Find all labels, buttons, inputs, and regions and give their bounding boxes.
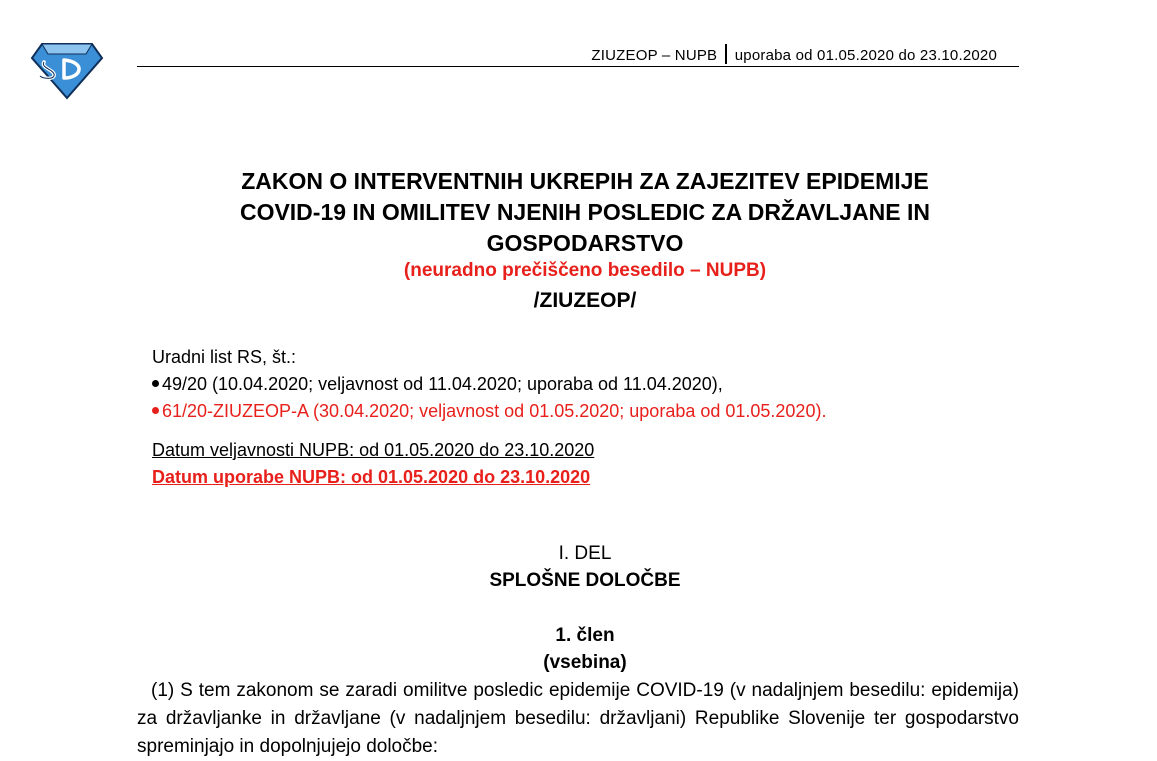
gazette-item: [152, 398, 826, 425]
title-line-2: COVID-19 IN OMILITEV NJENIH POSLEDIC ZA DRŽAVLJANE IN: [239, 199, 931, 225]
official-gazette-block: [152, 344, 826, 425]
header-separator: [725, 44, 727, 64]
page-header: [137, 44, 1019, 67]
header-left-text: ZIUZEOP – NUPB: [591, 47, 718, 64]
paragraph-text: (1) S tem zakonom se zaradi omilitve posledic epidemije COVID-19 (v nadaljnjem besedilu: epidemija) za državljanke in državljane (v nadaljnjem besedilu: državljani) Republike Slovenije ter gospodarstvo spreminjajo in dopolnjujejo določbe:: [137, 680, 1019, 757]
bullet-icon: [152, 380, 159, 387]
sd-diamond-logo-icon: [30, 40, 104, 100]
header-text: [591, 44, 997, 64]
gazette-item: [152, 371, 826, 398]
document-title: [137, 166, 1033, 259]
article-paragraph: [137, 677, 1019, 761]
article-number: 1. člen: [555, 625, 615, 646]
header-right-text: uporaba od 01.05.2020 do 23.10.2020: [734, 47, 997, 64]
bullet-icon: [152, 407, 159, 414]
validity-date: Datum veljavnosti NUPB: od 01.05.2020 do 23.10.2020: [152, 440, 595, 460]
title-line-3: GOSPODARSTVO: [486, 230, 684, 256]
nupb-dates: [152, 437, 594, 491]
official-gazette-label: Uradni list RS, št.:: [152, 347, 297, 367]
document-abbreviation: /ZIUZEOP/: [533, 289, 637, 312]
application-date: Datum uporabe NUPB: od 01.05.2020 do 23.10.2020: [152, 467, 591, 487]
document-subtitle: (neuradno prečiščeno besedilo – NUPB): [403, 260, 767, 281]
part-name: SPLOŠNE DOLOČBE: [489, 570, 681, 591]
article-name: (vsebina): [543, 652, 627, 673]
part-number: I. DEL: [558, 543, 612, 564]
title-line-1: ZAKON O INTERVENTNIH UKREPIH ZA ZAJEZITEV EPIDEMIJE: [241, 168, 929, 194]
gazette-item-text: 49/20 (10.04.2020; veljavnost od 11.04.2020; uporaba od 11.04.2020),: [162, 374, 723, 394]
gazette-item-text: 61/20-ZIUZEOP-A (30.04.2020; veljavnost od 01.05.2020; uporaba od 01.05.2020).: [162, 401, 827, 421]
